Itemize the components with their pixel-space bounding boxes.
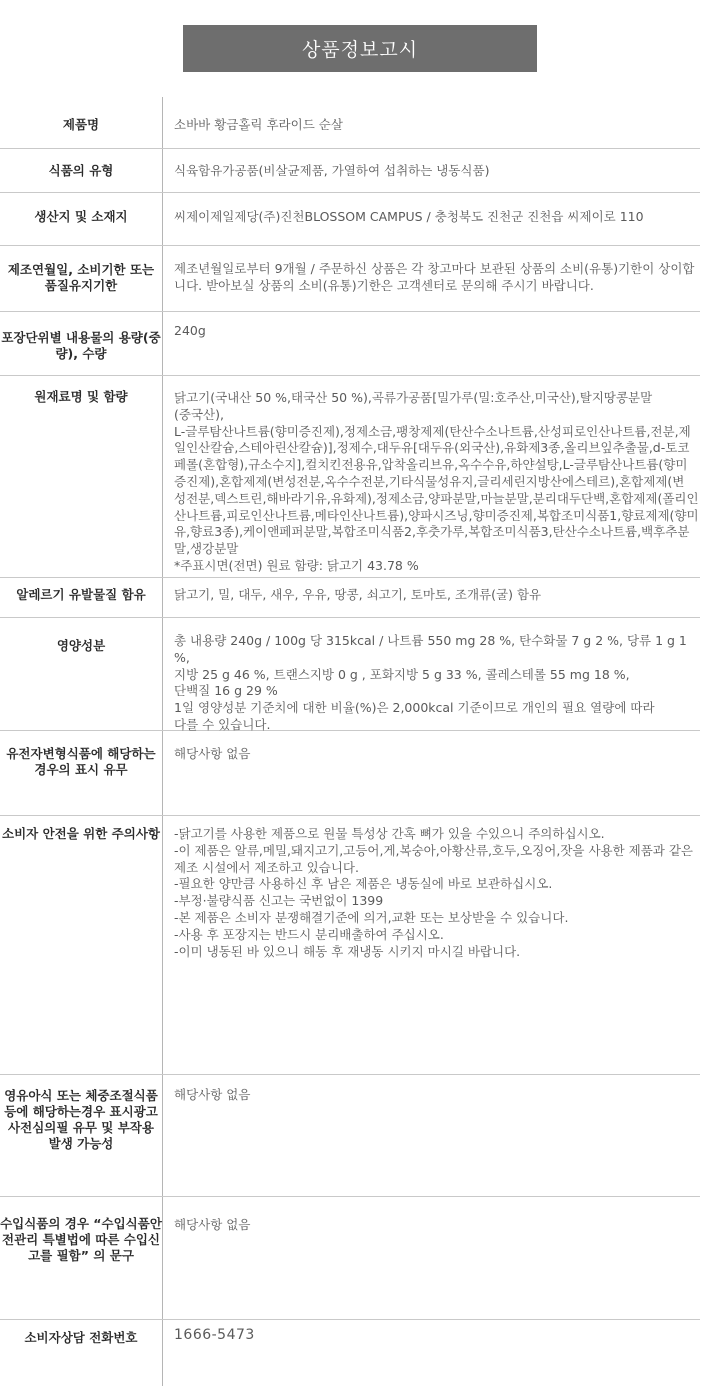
- phone-number: 1666-5473: [174, 1327, 255, 1343]
- row-label: 원재료명 및 함량: [34, 389, 128, 404]
- row-label: 소비자상담 전화번호: [24, 1330, 138, 1345]
- table-row-phone: [0, 1320, 700, 1386]
- row-label: 유전자변형식품에 해당하는 경우의 표시 유무: [6, 746, 156, 777]
- table-row-expiry: [0, 246, 700, 312]
- row-value: 소바바 황금홀릭 후라이드 순살: [174, 117, 343, 132]
- page-title: 상품정보고시: [183, 25, 537, 72]
- row-value: 제조년월일로부터 9개월 / 주문하신 상품은 각 창고마다 보관된 상품의 소비(유통)기한이 상이합 니다. 받아보실 상품의 소비(유통)기한은 고객센터로 문의해 주시기 바랍니다.: [174, 261, 695, 293]
- table-row-allergens: [0, 578, 700, 618]
- row-label: 포장단위별 내용물의 용량(중량), 수량: [1, 330, 161, 361]
- row-label: 제품명: [62, 117, 100, 132]
- row-value: 닭고기(국내산 50 %,태국산 50 %),곡류가공품[밀가루(밀:호주산,미국산),탈지땅콩분말(중국산), L-글루탐산나트륨(향미증진제),정제소금,팽창제제(탄산수소나트륨,산성피로인산나트륨,전분,제 일인산칼슘,스테아린산칼슘)],정제수,대두유[대두유(외국산),유화제3종,올리브잎추출물,d-토코 페롤(혼합형),규소수지],컬치킨전용유,압착올리브유,옥수수유,하얀설탕,L-글루탐산나트륨(향미 증진제),혼합제제(변성전분,옥수수전분,기타식물성유지,글리세린지방산에스테르),혼합제제(변 성전분,덱스트린,해바라기유,유화제),정제소금,양파분말,마늘분말,분리대두단백,혼합제제(폴리인 산나트륨,피로인산나트륨,메타인산나트륨),양파시즈닝,향미증진제,복합조미식품1,향료제제(향미 유,향료3종),케이앤페퍼분말,복합조미식품2,후춧가루,복합조미식품3,탄산수소나트륨,백후추분 말,생강분말 *주표시면(전면) 원료 함량: 닭고기 43.78 %: [174, 390, 699, 573]
- row-label: 수입식품의 경우 “수입식품안전관리 특별법에 따른 수입신고를 필함” 의 문구: [0, 1216, 162, 1263]
- row-label: 제조연월일, 소비기한 또는 품질유지기한: [7, 262, 155, 293]
- row-value: 해당사항 없음: [174, 1217, 251, 1232]
- row-value: 해당사항 없음: [174, 1087, 251, 1102]
- row-label: 생산지 및 소재지: [34, 209, 128, 224]
- table-row-infant-food: [0, 1075, 700, 1197]
- table-row-origin: [0, 193, 700, 246]
- row-label: 영양성분: [56, 638, 106, 653]
- table-row-imported-food: [0, 1197, 700, 1320]
- row-label: 소비자 안전을 위한 주의사항: [2, 826, 160, 841]
- table-row-gmo: [0, 731, 700, 816]
- row-value: 총 내용량 240g / 100g 당 315kcal / 나트륨 550 mg 28 %, 탄수화물 7 g 2 %, 당류 1 g 1 %, 지방 25 g 46 %, 트랜스지방 0 g , 포화지방 5 g 33 %, 콜레스테롤 55 mg 18 %, 단백질 16 g 29 % 1일 영양성분 기준치에 대한 비율(%)은 2,000kcal 기준이므로 개인의 필요 열량에 따라 다를 수 있습니다.: [174, 633, 687, 732]
- table-row-safety: [0, 816, 700, 1075]
- row-value: 240g: [174, 323, 206, 338]
- row-value: 씨제이제일제당(주)진천BLOSSOM CAMPUS / 충청북도 진천군 진천읍 씨제이로 110: [174, 209, 644, 224]
- row-value: 해당사항 없음: [174, 746, 251, 761]
- row-label: 알레르기 유발물질 함유: [16, 587, 146, 602]
- row-label: 식품의 유형: [48, 163, 114, 178]
- row-value: 닭고기, 밀, 대두, 새우, 우유, 땅콩, 쇠고기, 토마토, 조개류(굴) 함유: [174, 587, 542, 602]
- table-row-capacity: [0, 312, 700, 376]
- row-value: 식육함유가공품(비살균제품, 가열하여 섭취하는 냉동식품): [174, 163, 490, 178]
- table-row-product-name: [0, 97, 700, 149]
- table-row-food-type: [0, 149, 700, 193]
- row-value: -닭고기를 사용한 제품으로 원물 특성상 간혹 뼈가 있을 수있으니 주의하십시오. -이 제품은 알류,메밀,돼지고기,고등어,게,복숭아,아황산류,호두,오징어,잣을 사용한 제품과 같은 제조 시설에서 제조하고 있습니다. -필요한 양만큼 사용하신 후 남은 제품은 냉동실에 바로 보관하십시오. -부정·불량식품 신고는 국번없이 1399 -본 제품은 소비자 분쟁해결기준에 의거,교환 또는 보상받을 수 있습니다. -사용 후 포장지는 반드시 분리배출하여 주십시오. -이미 냉동된 바 있으니 해동 후 재냉동 시키지 마시길 바랍니다.: [174, 826, 693, 959]
- table-row-ingredients: [0, 376, 700, 578]
- row-label: 영유아식 또는 체중조절식품 등에 해당하는경우 표시광고사전심의필 유무 및 부작용 발생 가능성: [4, 1088, 158, 1151]
- table-row-nutrition: [0, 618, 700, 731]
